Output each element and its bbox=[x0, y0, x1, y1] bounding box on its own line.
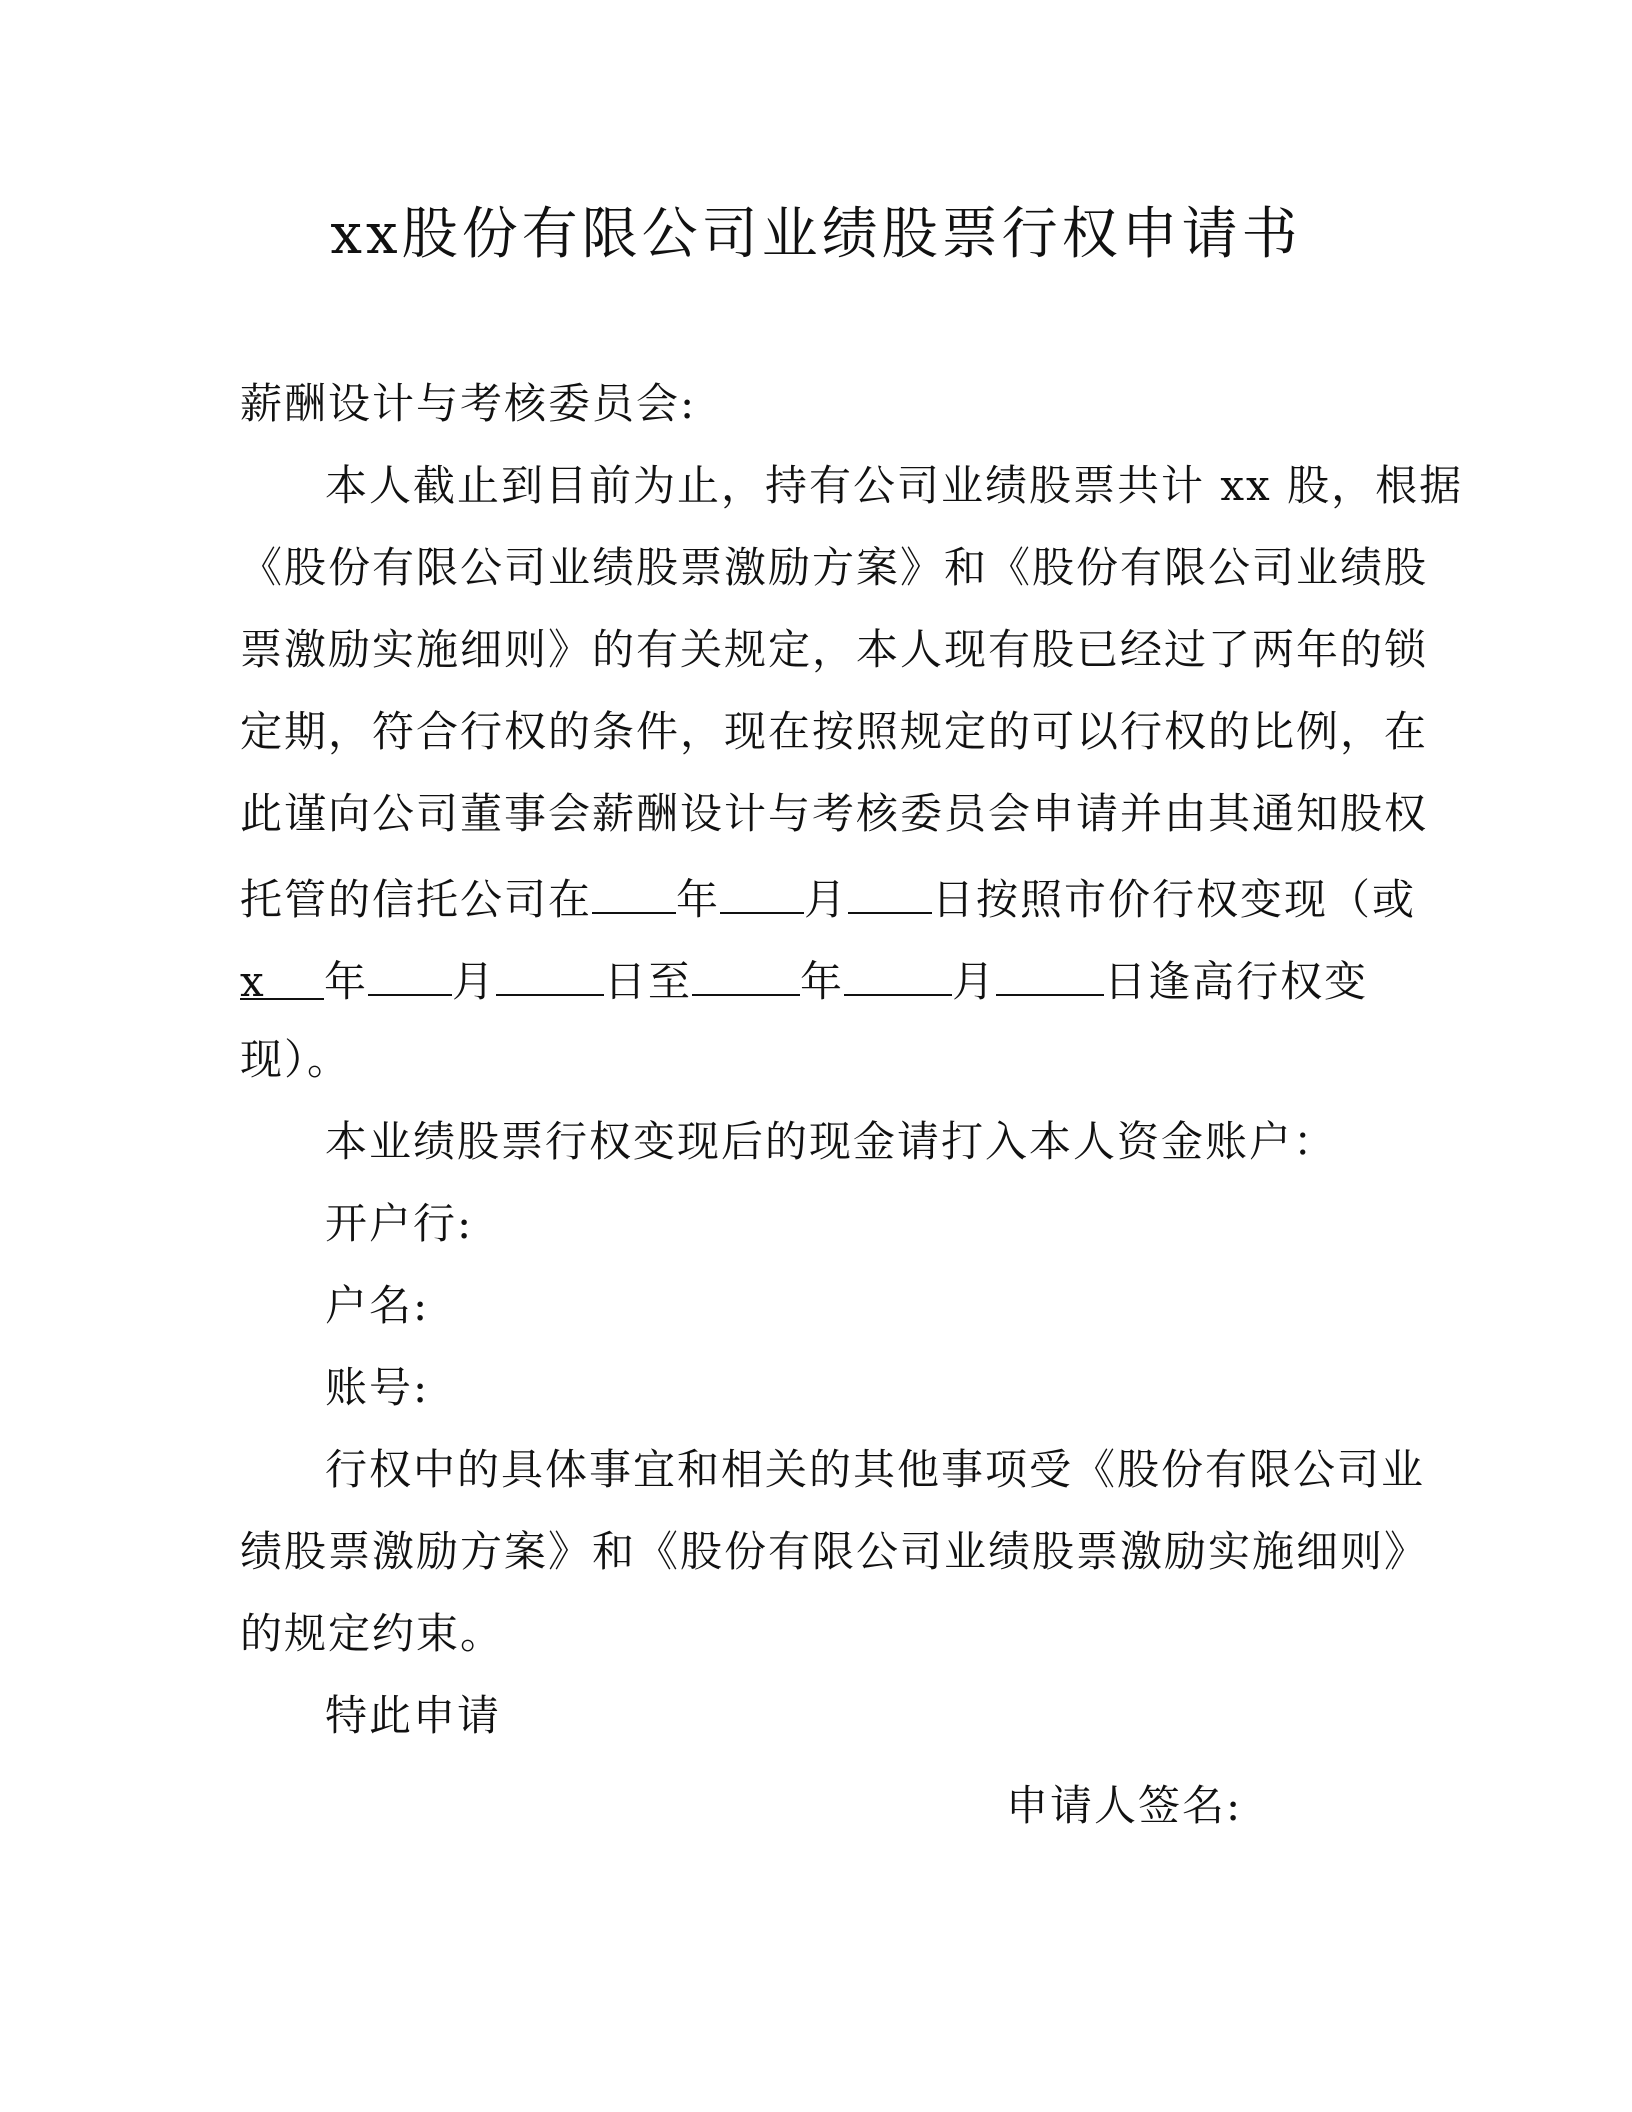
bank-label: 开户行: bbox=[325, 1199, 474, 1248]
text-segment: 日至 bbox=[604, 957, 693, 1006]
cash-instruction: 本业绩股票行权变现后的现金请打入本人资金账户： bbox=[325, 1117, 1338, 1166]
text-segment: 月 bbox=[804, 875, 849, 924]
paragraph-line: 定期，符合行权的条件，现在按照规定的可以行权的比例，在 bbox=[240, 707, 1429, 756]
text-segment: 年 bbox=[676, 875, 721, 924]
paragraph-line: 票激励实施细则》的有关规定，本人现有股已经过了两年的锁 bbox=[240, 625, 1429, 674]
paragraph-line: 本人截止到目前为止，持有公司业绩股票共计 xx 股，根据 bbox=[325, 461, 1464, 510]
end-year-blank bbox=[692, 950, 800, 996]
text-segment: 年 bbox=[324, 957, 369, 1006]
start-month-blank bbox=[368, 950, 452, 996]
text-segment: 日逢高行权变 bbox=[1104, 957, 1369, 1006]
account-name-label: 户名: bbox=[325, 1281, 430, 1330]
closing-text: 特此申请 bbox=[325, 1691, 502, 1740]
start-year-blank: x bbox=[240, 954, 324, 1000]
paragraph-line: 此谨向公司董事会薪酬设计与考核委员会申请并由其通知股权 bbox=[240, 789, 1429, 838]
paragraph-line-with-date-range bbox=[240, 950, 1380, 1010]
salutation: 薪酬设计与考核委员会: bbox=[240, 379, 697, 428]
text-segment: 月 bbox=[952, 957, 997, 1006]
account-number-label: 账号: bbox=[325, 1363, 430, 1412]
paragraph-line-with-date bbox=[240, 868, 1417, 928]
paragraph-line: 现）。 bbox=[240, 1035, 352, 1084]
start-day-blank bbox=[496, 950, 604, 996]
paragraph-line: 《股份有限公司业绩股票激励方案》和《股份有限公司业绩股 bbox=[240, 543, 1429, 592]
paragraph-line: 行权中的具体事宜和相关的其他事项受《股份有限公司业 bbox=[325, 1445, 1426, 1494]
text-segment: 年 bbox=[800, 957, 845, 1006]
day-blank bbox=[848, 868, 932, 914]
year-blank bbox=[592, 868, 676, 914]
text-segment: 托管的信托公司在 bbox=[240, 875, 593, 924]
paragraph-line: 绩股票激励方案》和《股份有限公司业绩股票激励实施细则》 bbox=[240, 1527, 1429, 1576]
paragraph-line: 的规定约束。 bbox=[240, 1609, 505, 1658]
end-day-blank bbox=[996, 950, 1104, 996]
month-blank bbox=[720, 868, 804, 914]
document-title: xx股份有限公司业绩股票行权申请书 bbox=[330, 202, 1302, 267]
signature-label: 申请人签名: bbox=[1006, 1781, 1243, 1830]
end-month-blank bbox=[844, 950, 952, 996]
text-segment: 日按照市价行权变现（或 bbox=[932, 875, 1417, 924]
text-segment: 月 bbox=[452, 957, 497, 1006]
